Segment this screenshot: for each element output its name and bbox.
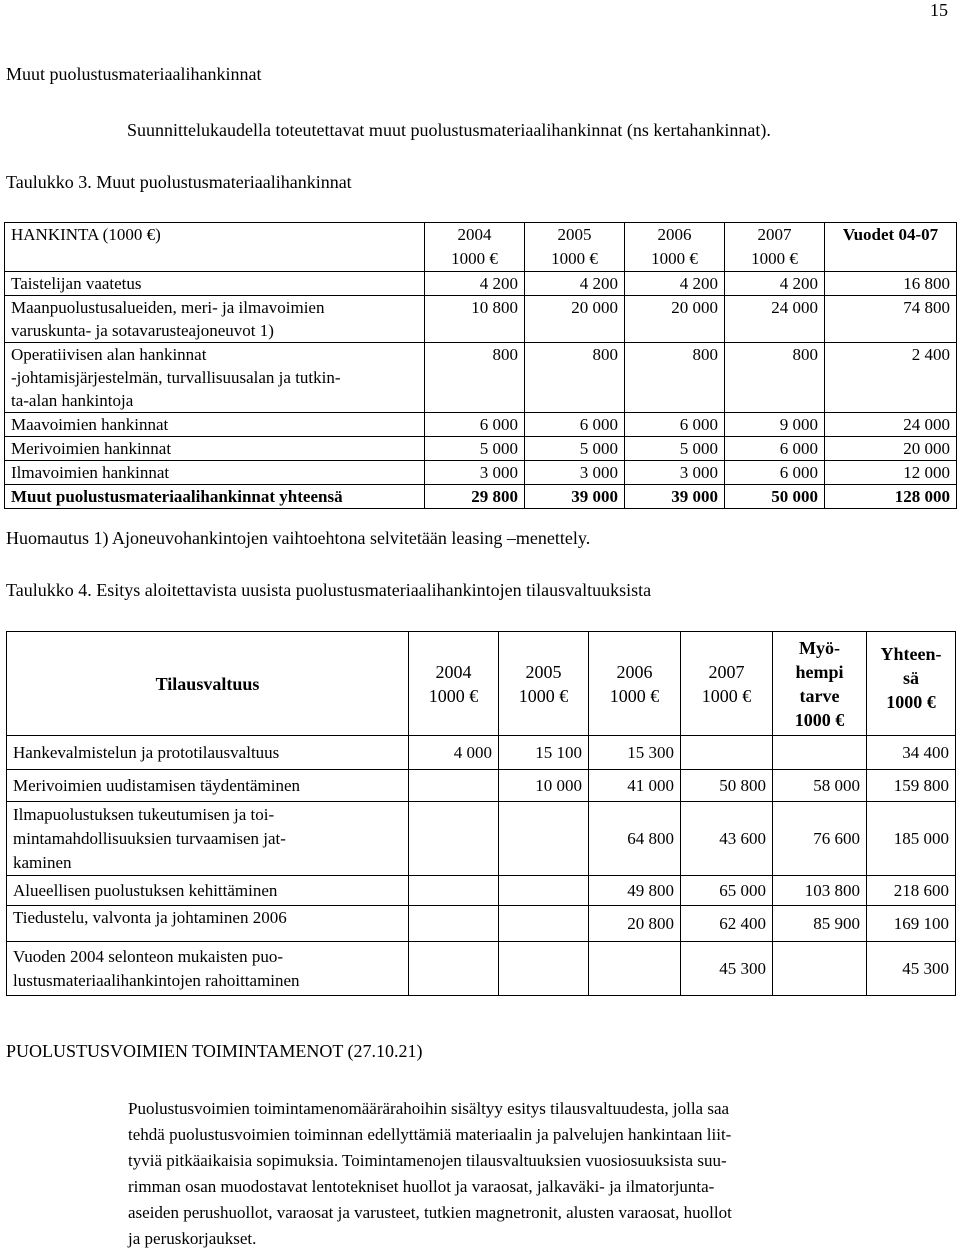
- total-2004: 29 800: [425, 485, 525, 509]
- paragraph-line: aseiden perushuollot, varaosat ja varusteet, tutkien magnetronit, alusten varaosat, huollot: [128, 1203, 732, 1222]
- cell-2005: [499, 876, 589, 906]
- cell-2007: 9 000: [725, 413, 825, 437]
- cell-total: 185 000: [867, 802, 956, 876]
- cell-2005: 15 100: [499, 736, 589, 770]
- cell-2004: [409, 942, 499, 996]
- cell-2007: 800: [725, 343, 825, 413]
- cell-2007: 50 800: [681, 770, 773, 802]
- cell-2007: 6 000: [725, 437, 825, 461]
- cell-total: 20 000: [825, 437, 957, 461]
- cell-2006: 3 000: [625, 461, 725, 485]
- cell-2004: [409, 770, 499, 802]
- table4-header-year: 2004 1000 €: [409, 632, 499, 736]
- cell-2006: 4 200: [625, 272, 725, 296]
- cell-later: 103 800: [773, 876, 867, 906]
- cell-2007: 45 300: [681, 942, 773, 996]
- cell-total: 2 400: [825, 343, 957, 413]
- row-label: Tiedustelu, valvonta ja johtaminen 2006: [7, 906, 409, 942]
- cell-2006: 5 000: [625, 437, 725, 461]
- paragraph-line: Puolustusvoimien toimintamenomäärärahoihin sisältyy esitys tilausvaltuudesta, jolla saa: [128, 1099, 730, 1118]
- table3: [4, 222, 957, 509]
- total-all: 128 000: [825, 485, 957, 509]
- row-label: Maanpuolustusalueiden, meri- ja ilmavoimien varuskunta- ja sotavarusteajoneuvot 1): [5, 296, 425, 343]
- row-label: Hankevalmistelun ja prototilausvaltuus: [7, 736, 409, 770]
- cell-2007: 6 000: [725, 461, 825, 485]
- table-row: [7, 876, 956, 906]
- paragraph-line: tehdä puolustusvoimien toiminnan edellyttämiä materiaalin ja palvelujen hankintaan liit-: [128, 1125, 732, 1144]
- cell-2007: 4 200: [725, 272, 825, 296]
- cell-later: [773, 942, 867, 996]
- paragraph-line: ja peruskorjaukset.: [128, 1229, 257, 1248]
- row-label: Ilmavoimien hankinnat: [5, 461, 425, 485]
- cell-2005: [499, 906, 589, 942]
- cell-total: 169 100: [867, 906, 956, 942]
- cell-later: 58 000: [773, 770, 867, 802]
- cell-2004: [409, 906, 499, 942]
- cell-2004: 3 000: [425, 461, 525, 485]
- table-row: [5, 343, 957, 413]
- row-label: Operatiivisen alan hankinnat -johtamisjärjestelmän, turvallisuusalan ja tutkin- ta-alan hankintoja: [5, 343, 425, 413]
- table-row: [5, 413, 957, 437]
- row-label: Alueellisen puolustuksen kehittäminen: [7, 876, 409, 906]
- page-number: 15: [930, 0, 948, 20]
- table3-header-total: Vuodet 04-07: [825, 223, 957, 272]
- cell-2007: 24 000: [725, 296, 825, 343]
- cell-2004: 4 000: [409, 736, 499, 770]
- cell-2004: 10 800: [425, 296, 525, 343]
- row-label: Taistelijan vaatetus: [5, 272, 425, 296]
- cell-2007: [681, 736, 773, 770]
- cell-2006: 20 000: [625, 296, 725, 343]
- cell-later: [773, 736, 867, 770]
- table3-header-year: 2007 1000 €: [725, 223, 825, 272]
- table3-header-year: 2004 1000 €: [425, 223, 525, 272]
- cell-2004: 800: [425, 343, 525, 413]
- cell-2005: 800: [525, 343, 625, 413]
- body-paragraph: [128, 1096, 732, 1252]
- cell-total: 218 600: [867, 876, 956, 906]
- cell-2006: 6 000: [625, 413, 725, 437]
- table-row: [7, 942, 956, 996]
- cell-2006: 49 800: [589, 876, 681, 906]
- cell-2005: 5 000: [525, 437, 625, 461]
- table4: [6, 631, 956, 996]
- table4-header-item: Tilausvaltuus: [7, 632, 409, 736]
- cell-2006: 20 800: [589, 906, 681, 942]
- table4-header-year: 2005 1000 €: [499, 632, 589, 736]
- row-label: Ilmapuolustuksen tukeutumisen ja toi- mintamahdollisuuksien turvaamisen jat- kaminen: [7, 802, 409, 876]
- row-label: Vuoden 2004 selonteon mukaisten puo- lustusmateriaalihankintojen rahoittaminen: [7, 942, 409, 996]
- table3-header-year: 2005 1000 €: [525, 223, 625, 272]
- total-2005: 39 000: [525, 485, 625, 509]
- cell-later: 85 900: [773, 906, 867, 942]
- row-label: Merivoimien uudistamisen täydentäminen: [7, 770, 409, 802]
- table4-header-year: 2006 1000 €: [589, 632, 681, 736]
- table-row: [5, 437, 957, 461]
- cell-2005: 3 000: [525, 461, 625, 485]
- cell-2006: 15 300: [589, 736, 681, 770]
- cell-total: 74 800: [825, 296, 957, 343]
- total-2007: 50 000: [725, 485, 825, 509]
- cell-2007: 43 600: [681, 802, 773, 876]
- paragraph-line: rimman osan muodostavat lentotekniset huollot ja varaosat, jalkaväki- ja ilmatorjunta-: [128, 1177, 715, 1196]
- total-2006: 39 000: [625, 485, 725, 509]
- cell-2005: [499, 942, 589, 996]
- cell-2007: 62 400: [681, 906, 773, 942]
- intro-text: Suunnittelukaudella toteutettavat muut puolustusmateriaalihankinnat (ns kertahankinnat).: [127, 120, 771, 140]
- table4-caption: Taulukko 4. Esitys aloitettavista uusista puolustusmateriaalihankintojen tilausvaltuuksista: [6, 580, 652, 600]
- cell-2005: [499, 802, 589, 876]
- table4-header-later: Myö- hempi tarve 1000 €: [773, 632, 867, 736]
- cell-2006: 800: [625, 343, 725, 413]
- table4-header-total: Yhteen- sä 1000 €: [867, 632, 956, 736]
- cell-2007: 65 000: [681, 876, 773, 906]
- cell-total: 45 300: [867, 942, 956, 996]
- cell-2005: 10 000: [499, 770, 589, 802]
- cell-2006: 41 000: [589, 770, 681, 802]
- table-row: [5, 461, 957, 485]
- table3-caption: Taulukko 3. Muut puolustusmateriaalihankinnat: [6, 172, 352, 192]
- table4-header-year: 2007 1000 €: [681, 632, 773, 736]
- cell-2005: 4 200: [525, 272, 625, 296]
- cell-2005: 6 000: [525, 413, 625, 437]
- paragraph-line: tyviä pitkäaikaisia sopimuksia. Toimintamenojen tilausvaltuuksien vuosiosuuksista suu-: [128, 1151, 727, 1170]
- cell-2005: 20 000: [525, 296, 625, 343]
- cell-total: 24 000: [825, 413, 957, 437]
- cell-2004: 6 000: [425, 413, 525, 437]
- cell-2004: 4 200: [425, 272, 525, 296]
- cell-total: 12 000: [825, 461, 957, 485]
- cell-total: 16 800: [825, 272, 957, 296]
- table3-header-year: 2006 1000 €: [625, 223, 725, 272]
- row-label: Maavoimien hankinnat: [5, 413, 425, 437]
- table3-total-row: [5, 485, 957, 509]
- table-row: [7, 770, 956, 802]
- cell-2004: [409, 802, 499, 876]
- cell-2004: [409, 876, 499, 906]
- table-row: [7, 906, 956, 942]
- cell-2006: 64 800: [589, 802, 681, 876]
- cell-2004: 5 000: [425, 437, 525, 461]
- cell-total: 34 400: [867, 736, 956, 770]
- table-row: [7, 802, 956, 876]
- row-label: Merivoimien hankinnat: [5, 437, 425, 461]
- total-label: Muut puolustusmateriaalihankinnat yhteensä: [5, 485, 425, 509]
- section-title: Muut puolustusmateriaalihankinnat: [6, 64, 262, 84]
- cell-total: 159 800: [867, 770, 956, 802]
- table-row: [5, 272, 957, 296]
- cell-later: 76 600: [773, 802, 867, 876]
- section2-title: PUOLUSTUSVOIMIEN TOIMINTAMENOT (27.10.21): [6, 1041, 423, 1061]
- table-row: [7, 736, 956, 770]
- table3-note: Huomautus 1) Ajoneuvohankintojen vaihtoehtona selvitetään leasing –menettely.: [6, 528, 591, 548]
- table3-header-item: HANKINTA (1000 €): [5, 223, 425, 272]
- cell-2006: [589, 942, 681, 996]
- table-row: [5, 296, 957, 343]
- table3-header-row: [5, 223, 957, 272]
- table4-header-row: [7, 632, 956, 736]
